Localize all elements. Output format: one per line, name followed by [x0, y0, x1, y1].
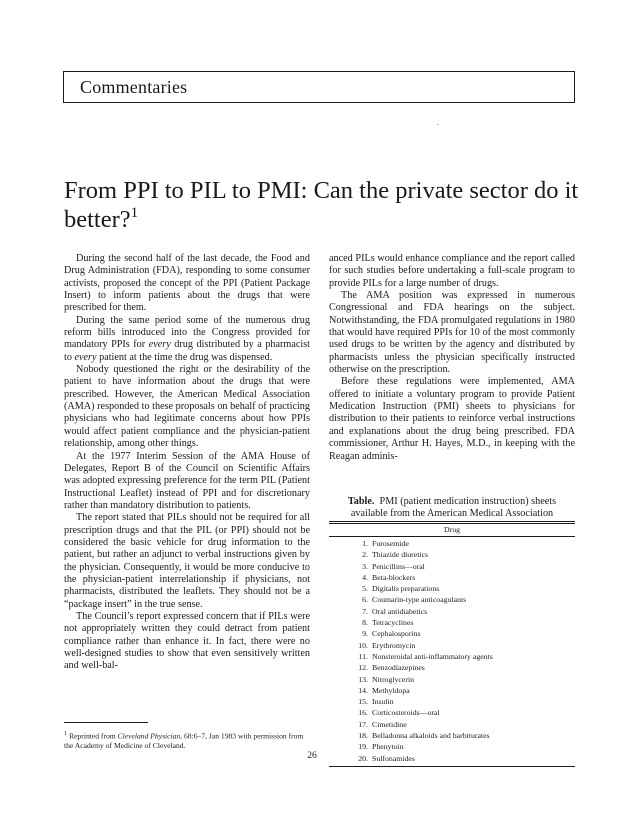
- drug-name: Insulin: [372, 697, 394, 707]
- table-header-rule: [329, 536, 575, 537]
- row-number: 11.: [358, 651, 368, 661]
- row-number: 13.: [358, 674, 368, 684]
- drug-name: Erythromycin: [372, 640, 416, 650]
- right-column: [329, 253, 575, 463]
- drug-name: Corticosteroids—oral: [372, 708, 440, 718]
- row-number: 20.: [358, 753, 368, 763]
- paragraph-text: During the same period some of the numerous drug reform bills introduced into the Congress provided for mandatory PPIs for: [64, 314, 310, 351]
- table-row: [329, 707, 575, 718]
- row-number: 5.: [362, 584, 368, 594]
- row-number: 9.: [362, 629, 368, 639]
- table-row: [329, 674, 575, 685]
- table-row: [329, 583, 575, 594]
- table-row: [329, 594, 575, 605]
- drug-name: Furosemide: [372, 539, 409, 548]
- drug-name: Penicillins—oral: [372, 561, 425, 571]
- table-row: [329, 741, 575, 752]
- page-number: 26: [307, 751, 317, 761]
- table-caption: [329, 496, 575, 521]
- table-top-rule-2: [329, 523, 575, 524]
- drug-name: Nonsteroidal anti-inflammatory agents: [372, 651, 493, 661]
- drug-name: Belladonna alkaloids and barbiturates: [372, 731, 490, 741]
- table-caption-text: PMI (patient medication instruction) sheets available from the American Medical Association: [350, 496, 557, 520]
- scan-speck: [437, 124, 439, 125]
- drug-name: Digitalis preparations: [372, 584, 440, 594]
- drug-name: Tetracyclines: [372, 618, 414, 628]
- row-number: 18.: [358, 731, 368, 741]
- row-number: 8.: [362, 618, 368, 628]
- row-number: 10.: [358, 640, 368, 650]
- paragraph: [64, 315, 310, 364]
- table-row: [329, 685, 575, 696]
- row-number: 3.: [362, 561, 368, 571]
- row-number: 4.: [362, 572, 368, 582]
- drug-name: Coumarin-type anticoagulants: [372, 595, 467, 605]
- paragraph: At the 1977 Interim Session of the AMA House of Delegates, Report B of the Council on Scientific Affairs was adopted expressing preference for the term PIL (Patient Instructional Leaflet) instead of PPI and for discretionary rather than mandatory distribution to patients.: [64, 450, 310, 511]
- article-title-text: From PPI to PIL to PMI: Can the private sector do it better?: [64, 177, 579, 233]
- row-number: 15.: [358, 697, 368, 707]
- footnote: [64, 729, 312, 750]
- table-row: [329, 628, 575, 639]
- paragraph: The AMA position was expressed in numerous Congressional and FDA hearings on the subject. Notwithstanding, the FDA promulgated regulations in 1980 that would have required PPIs for 10 of the most commonly used drugs to be written by the agency and distributed by pharmacists unless the physician specifically instructed otherwise on the prescription.: [329, 290, 575, 376]
- table-row: [329, 696, 575, 707]
- section-title: Commentaries: [80, 77, 188, 97]
- table-row: [329, 730, 575, 741]
- paragraph: anced PILs would enhance compliance and the report called for such studies before undertaking a full-scale program to provide PILs for a large number of drugs.: [329, 253, 575, 289]
- table-row: [329, 572, 575, 583]
- paragraph-text: drug distributed by a pharmacist to: [64, 339, 310, 363]
- table-row: [329, 640, 575, 651]
- footnote-journal: Cleveland Physician,: [117, 731, 183, 741]
- drug-name: Beta-blockers: [372, 572, 416, 582]
- table-row: [329, 719, 575, 730]
- paragraph: Before these regulations were implemented, AMA offered to initiate a voluntary program to provide Patient Medication Instruction (PMI) sheets to physicians for distribution to their patients to reinforce verbal instructions and explanations about the drug being prescribed. FDA commissioner, Arthur H. Hayes, M.D., in keeping with the Reagan adminis-: [329, 376, 575, 462]
- footnote-text: 68:6–7, Jan 1983 with permission from the Academy of Medicine of Cleveland.: [64, 731, 304, 750]
- row-number: 17.: [358, 719, 368, 729]
- drug-name: Cephalosporins: [372, 629, 421, 639]
- emphasis-every: every: [74, 351, 97, 363]
- table-row: [329, 617, 575, 628]
- footnote-text: Reprinted from: [67, 731, 118, 741]
- row-number: 14.: [358, 685, 368, 695]
- drug-name: Sulfonamides: [372, 753, 415, 763]
- table-top-rule: [329, 521, 575, 522]
- footnote-mark: 1: [64, 730, 68, 737]
- row-number: 16.: [358, 708, 368, 718]
- paragraph: The Council’s report expressed concern that if PILs were not appropriately written they could detract from patient compliance rather than enhance it. In fact, there were no well-designed studies to show that even sensitively written and well-bal-: [64, 610, 310, 672]
- row-number: 7.: [362, 606, 368, 616]
- row-number: 1.: [362, 539, 368, 548]
- emphasis-every: every: [148, 339, 171, 351]
- title-footnote-mark: 1: [130, 205, 139, 221]
- drug-name: Nitroglycerin: [372, 674, 415, 684]
- table-body: [329, 538, 575, 764]
- row-number: 6.: [362, 595, 368, 605]
- table-row: [329, 549, 575, 560]
- table-row: [329, 561, 575, 572]
- article-title: [64, 176, 584, 234]
- row-number: 19.: [358, 742, 368, 752]
- paragraph: The report stated that PILs should not be required for all prescription drugs and that the PIL (or PPI) should not be considered the basic vehicle for drug information to the patient, but rather an adjunct to verbal instructions given by the physician. Consequently, it would be more conducive to the physician-patient interrelationship if physicians, not pharmacists, distributed the leaflets. They should not be a “package insert” in the true sense.: [64, 512, 310, 610]
- table-row: [329, 606, 575, 617]
- paragraph: Nobody questioned the right or the desirability of the patient to have information about the drugs that were prescribed. However, the American Medical Association (AMA) responded to these proposals on behalf of practicing physicians who had legitimate concerns about how PPIs would affect patient compliance and the physician-patient relationship, among other things.: [64, 364, 310, 450]
- row-number: 12.: [358, 663, 368, 673]
- table-row: [329, 651, 575, 662]
- footnote-rule: [64, 722, 148, 723]
- drug-name: Thiazide diuretics: [372, 550, 429, 560]
- row-number: 2.: [362, 550, 368, 560]
- table-column-header: Drug: [443, 525, 461, 534]
- table-bottom-rule: [329, 766, 575, 767]
- table-row: [329, 662, 575, 673]
- drug-name: Benzodiazepines: [372, 663, 425, 673]
- paragraph-text: patient at the time the drug was dispensed.: [96, 351, 273, 363]
- section-banner: [63, 71, 575, 103]
- drug-name: Methyldopa: [372, 685, 410, 695]
- drug-name: Cimetidine: [372, 719, 407, 729]
- table-label: Table.: [347, 496, 375, 507]
- left-column: [64, 253, 310, 673]
- table-row: [329, 753, 575, 764]
- paragraph: During the second half of the last decade, the Food and Drug Administration (FDA), responding to some consumer activists, proposed the concept of the PPI (Patient Package Insert) to inform patients about the drugs that were prescribed for them.: [64, 253, 310, 314]
- drug-name: Oral antidiabetics: [372, 606, 428, 616]
- drug-name: Phenytoin: [372, 742, 404, 752]
- table-row: [329, 538, 575, 549]
